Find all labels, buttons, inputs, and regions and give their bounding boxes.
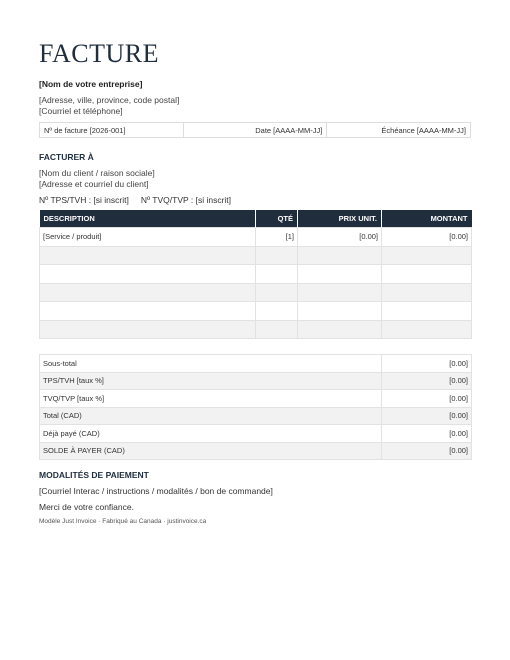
item-amount [382, 320, 472, 339]
item-quantity: [1] [256, 228, 298, 247]
item-unit-price [298, 246, 382, 265]
totals-row-tvq [40, 390, 472, 408]
item-unit-price [298, 283, 382, 302]
table-row [40, 302, 472, 321]
totals-row-balance [40, 442, 472, 460]
tvq-id: Nº TVQ/TVP : [si inscrit] [140, 195, 232, 205]
item-description [40, 283, 256, 302]
invoice-date: Date [AAAA-MM-JJ] [183, 123, 327, 137]
item-amount: [0.00] [382, 228, 472, 247]
item-unit-price [298, 320, 382, 339]
item-unit-price [298, 302, 382, 321]
item-description [40, 302, 256, 321]
items-header-row [40, 210, 472, 228]
item-quantity [256, 283, 298, 302]
totals-value: [0.00] [382, 407, 472, 425]
payment-terms-text: [Courriel Interac / instructions / modalités / bon de commande] [39, 486, 273, 496]
table-row [40, 283, 472, 302]
invoice-title: FACTURE [39, 39, 160, 68]
item-unit-price [298, 265, 382, 284]
item-quantity [256, 302, 298, 321]
totals-label: Sous-total [40, 355, 382, 373]
item-description: [Service / produit] [40, 228, 256, 247]
totals-label: TPS/TVH [taux %] [40, 372, 382, 390]
item-quantity [256, 246, 298, 265]
totals-label: Déjà payé (CAD) [40, 425, 382, 443]
bill-to-heading: FACTURER À [39, 152, 94, 162]
invoice-due-date: Échéance [AAAA-MM-JJ] [326, 123, 470, 137]
totals-value: [0.00] [382, 442, 472, 460]
item-description [40, 246, 256, 265]
totals-label: Total (CAD) [40, 407, 382, 425]
item-description [40, 320, 256, 339]
totals-label: TVQ/TVP [taux %] [40, 390, 382, 408]
payment-terms-heading: MODALITÉS DE PAIEMENT [39, 470, 149, 480]
item-amount [382, 265, 472, 284]
item-amount [382, 246, 472, 265]
table-row [40, 246, 472, 265]
col-quantity: QTÉ [256, 210, 298, 228]
totals-row-tps [40, 372, 472, 390]
tax-ids [39, 195, 231, 205]
client-address: [Adresse et courriel du client] [39, 179, 149, 189]
totals-value: [0.00] [382, 355, 472, 373]
totals-value: [0.00] [382, 372, 472, 390]
totals-table [39, 354, 472, 460]
thank-you-note: Merci de votre confiance. [39, 502, 134, 512]
totals-row-total [40, 407, 472, 425]
template-footer: Modèle Just Invoice · Fabriqué au Canada · justinvoice.ca [39, 518, 207, 525]
table-row [40, 228, 472, 247]
client-name: [Nom du client / raison sociale] [39, 168, 155, 178]
item-quantity [256, 320, 298, 339]
items-table [39, 210, 472, 339]
item-unit-price: [0.00] [298, 228, 382, 247]
invoice-meta-bar [39, 122, 471, 138]
col-amount: MONTANT [382, 210, 472, 228]
totals-row-subtotal [40, 355, 472, 373]
company-contact: [Courriel et téléphone] [39, 106, 123, 116]
invoice-number: Nº de facture [2026-001] [44, 125, 126, 135]
col-unit-price: PRIX UNIT. [298, 210, 382, 228]
item-description [40, 265, 256, 284]
totals-value: [0.00] [382, 425, 472, 443]
totals-label: SOLDE À PAYER (CAD) [40, 442, 382, 460]
table-row [40, 320, 472, 339]
company-address: [Adresse, ville, province, code postal] [39, 95, 180, 105]
col-description: DESCRIPTION [40, 210, 256, 228]
totals-value: [0.00] [382, 390, 472, 408]
tps-id: Nº TPS/TVH : [si inscrit] [39, 195, 129, 205]
item-amount [382, 302, 472, 321]
item-amount [382, 283, 472, 302]
item-quantity [256, 265, 298, 284]
totals-row-paid [40, 425, 472, 443]
table-row [40, 265, 472, 284]
company-name: [Nom de votre entreprise] [39, 79, 143, 89]
